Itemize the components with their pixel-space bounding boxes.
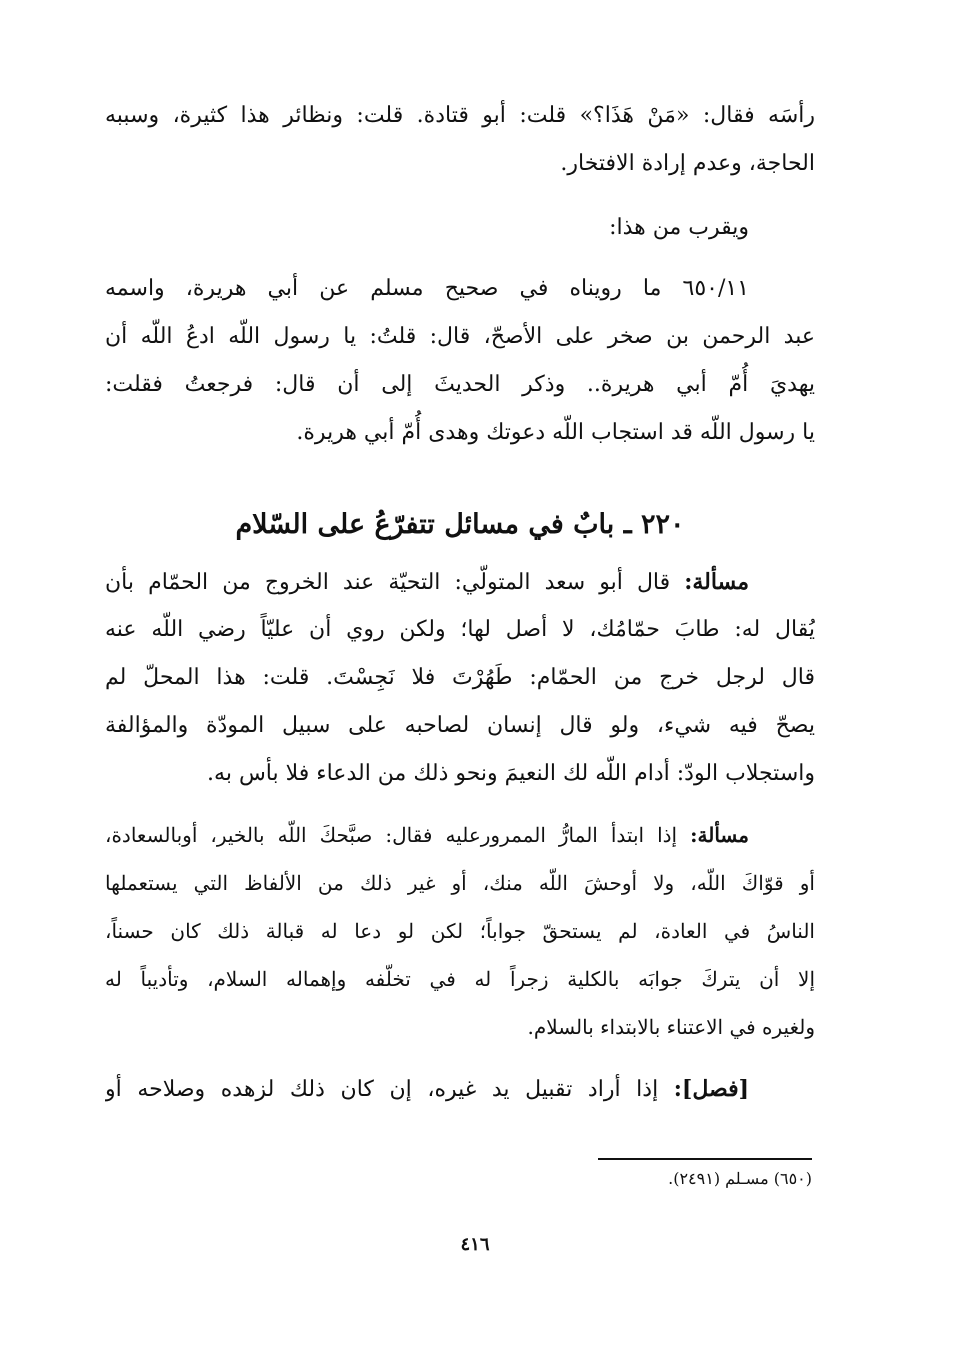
footnote-divider: [598, 1158, 812, 1160]
text-line: [105, 1065, 815, 1113]
text-line: ويقرب من هذا:: [609, 215, 749, 240]
section-label: [فصل]:: [673, 1076, 749, 1102]
issue-paragraph: [105, 811, 815, 1051]
page-number: ٤١٦: [460, 1234, 490, 1255]
text-line: عبد الرحمن بن صخر على الأصحّ، قال: قلتُ: يا رسول اللّه ادعُ اللّه أن: [105, 324, 815, 349]
text-line: يهديَ أُمّ أبي هريرة.. وذكر الحديثَ إلى أن قال: فرجعتُ فقلت:: [105, 372, 815, 397]
text-line-content: إذا ابتدأ المارُّ الممرورعليه فقال: صبَّحكَ اللّه بالخير، أوبالسعادة،: [105, 823, 678, 847]
text-line: يُقال له: طابَ حمّامُك، لا أصل لها؛ ولكن روي أن عليّاً رضي اللّه عنه: [105, 617, 815, 642]
issue-paragraph: [105, 558, 815, 798]
text-line: يصحّ فيه شيء، ولو قال إنسان لصاحبه على سبيل المودّة والمؤالفة: [105, 713, 815, 738]
issue-label: مسألة:: [690, 823, 749, 847]
text-line: الناسُ في العادة، لم يستحقّ جواباً؛ لكن لو دعا له قبالة ذلك كان حسناً،: [105, 919, 815, 943]
text-line: رأسَه فقال: «مَنْ هَذَا؟» قلت: أبو قتادة. قلت: ونظائر هذا كثيرة، وسببه: [105, 103, 815, 128]
text-line: ٦٥٠/١١ ما رويناه في صحيح مسلم عن أبي هريرة، واسمه: [105, 276, 749, 301]
text-line: قال لرجل خرج من الحمّام: طَهُرْتَ فلا نَجِسْتَ. قلت: هذا المحلّ لم: [105, 665, 815, 690]
text-line: أو قوّاكَ اللّه، ولا أوحشَ اللّه منك، أو غير ذلك من الألفاظ التي يستعملها: [105, 871, 815, 895]
text-line-content: قال أبو سعد المتولّي: التحيّة عند الخروج من الحمّام بأن: [105, 570, 671, 595]
text-line: الحاجة، وعدم إرادة الافتخار.: [560, 151, 815, 176]
section-paragraph: [105, 1065, 815, 1113]
hadith-paragraph: [105, 265, 815, 457]
paragraph-continuation: [105, 92, 815, 188]
text-line: [105, 811, 815, 859]
text-line: [105, 558, 815, 606]
text-line: يا رسول اللّه قد استجاب اللّه دعوتك وهدى أُمّ أبي هريرة.: [296, 420, 815, 445]
text-line: إلا أن يتركَ جوابَه بالكلية زجراً له في تخلّفه وإهماله السلام، وتأديباً له: [105, 967, 815, 991]
text-line: ولغيره في الاعتناء بالابتداء بالسلام.: [527, 1015, 815, 1039]
paragraph-intro: [105, 204, 815, 252]
issue-label: مسألة:: [684, 569, 749, 595]
footnote: (٦٥٠) مسـلم (٢٤٩١).: [668, 1169, 812, 1188]
text-line: واستجلاب الودّ: أدام اللّه لك النعيمَ ونحو ذلك من الدعاء فلا بأس به.: [207, 761, 815, 786]
text-line-content: إذا أراد تقبيل يد غيره، إن كان ذلك لزهده وصلاحه أو: [105, 1077, 659, 1102]
chapter-heading: ٢٢٠ ـ بابٌ في مسائل تتفرّعُ على السّلام: [235, 509, 685, 540]
